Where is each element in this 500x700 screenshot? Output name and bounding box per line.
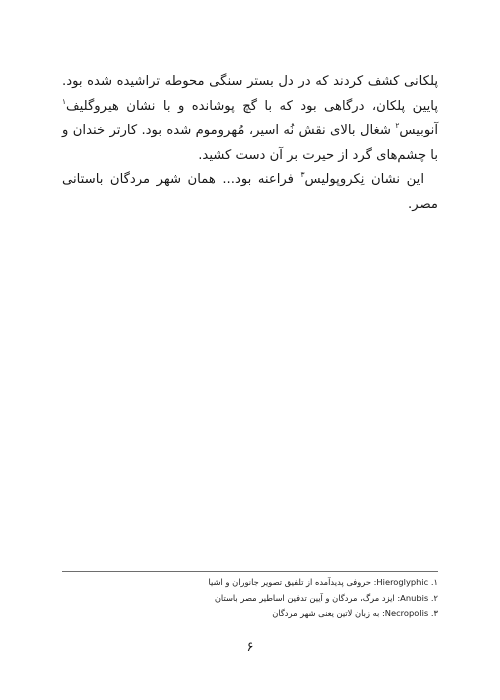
footnote-3-text: : به زبان لاتین یعنی شهر مردگان xyxy=(272,608,385,618)
footnote-2-text: : ایزد مرگ، مردگان و آیین تدفین اساطیر مصر باستان xyxy=(214,592,401,603)
footnote-1-term: Hieroglyphic xyxy=(376,577,429,587)
footnote-2-number: ۲. xyxy=(430,592,438,603)
footnote-ref-3: ۳ xyxy=(300,170,305,179)
paragraph-1-text-b: آنوبیس xyxy=(399,123,438,138)
footnote-divider xyxy=(62,571,438,572)
paragraph-1-text-a: پلکانی کشف کردند که در دل بستر سنگی محوطه تراشیده شده بود. پایین پلکان، درگاهی بود که با گچ پوشانده و با نشان هیروگلیف xyxy=(62,74,438,114)
page-number: ۶ xyxy=(246,640,254,655)
footnote-1-text: : حروفی پدیدآمده از تلفیق تصویر جانوران و اشیا xyxy=(208,577,377,587)
footnote-ref-1: ۱ xyxy=(62,96,67,106)
footnote-1 xyxy=(62,575,438,591)
paragraph-1 xyxy=(62,70,438,168)
footnote-3 xyxy=(62,606,438,622)
footnote-3-number: ۳. xyxy=(430,608,438,618)
footnote-2-term: Anubis xyxy=(400,592,429,603)
footnotes xyxy=(62,575,438,622)
paragraph-2-text-b: فراعنه بود... همان شهر مردگان باستانی مصر. xyxy=(62,172,438,212)
footnote-ref-2: ۲ xyxy=(395,121,400,130)
paragraph-1-text-c: شغال بالای نقش نُه اسیر، مُهروموم شده بود. کارتر خندان و با چشم‌های گرد از حیرت بر آن دست کشید. xyxy=(62,123,438,163)
body-text xyxy=(62,70,438,217)
footnote-2 xyxy=(62,591,438,607)
footnote-3-term: Necropolis xyxy=(384,608,429,618)
paragraph-2-text-a: این نشان نِکروپولیس xyxy=(304,172,424,187)
footnote-1-number: ۱. xyxy=(430,577,438,587)
paragraph-2 xyxy=(62,168,438,217)
